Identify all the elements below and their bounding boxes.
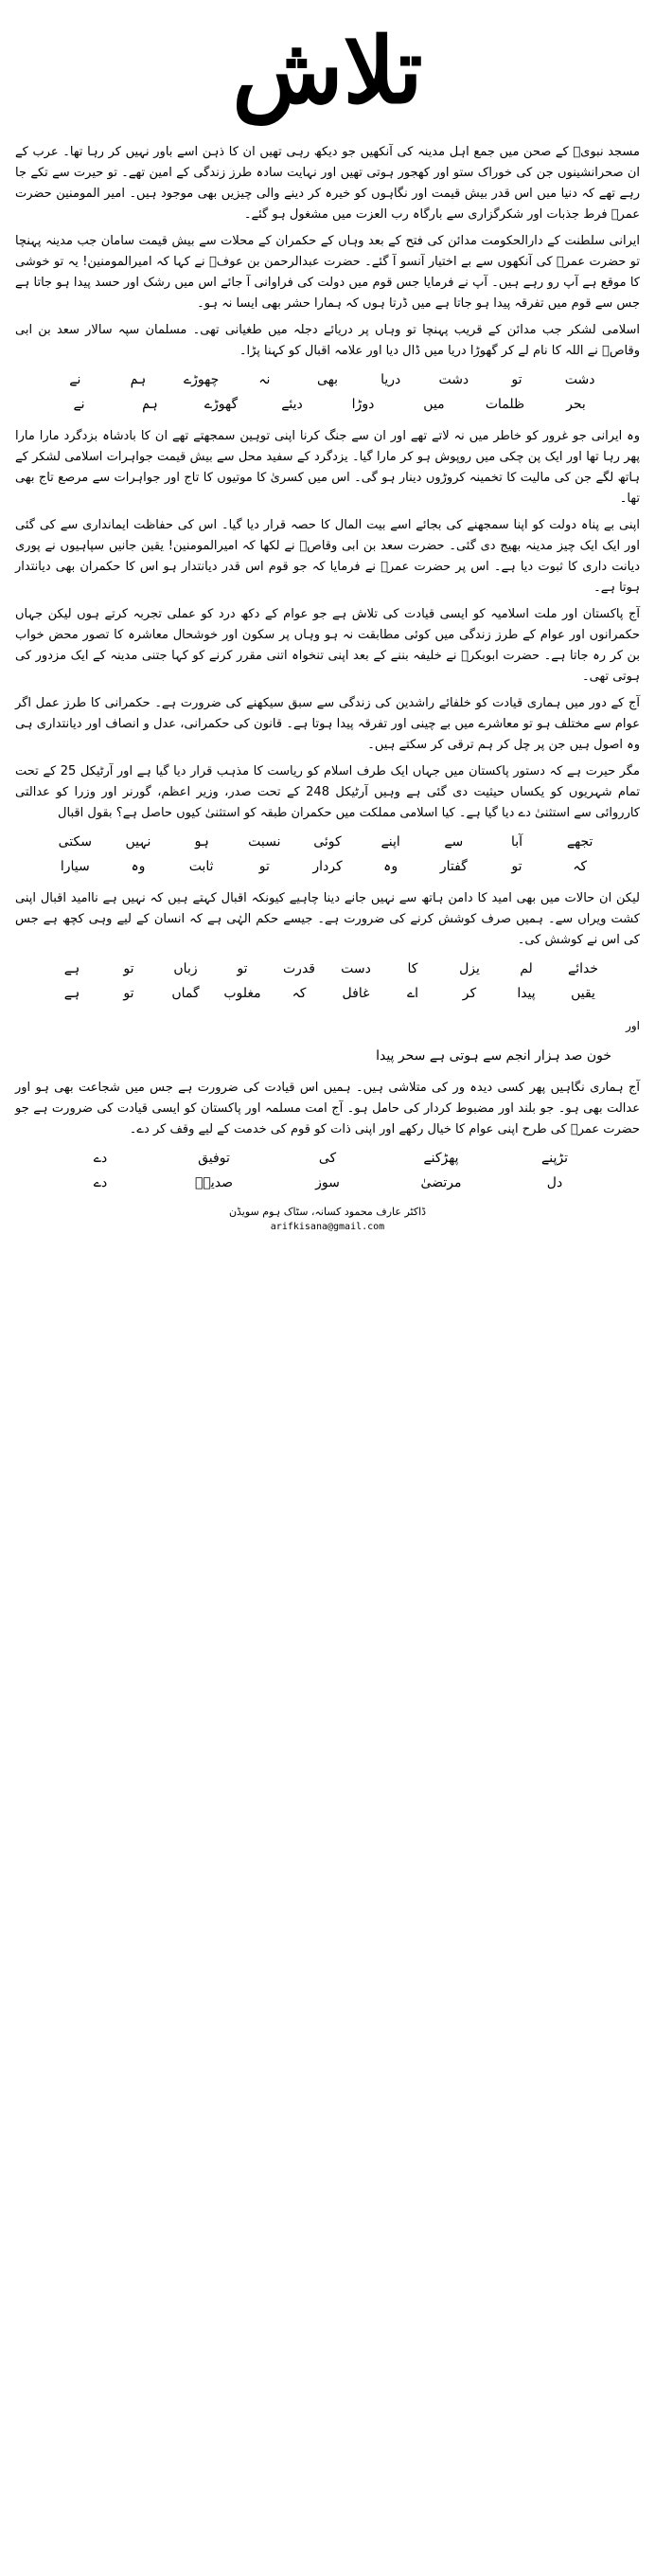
couplet-word: نہ bbox=[258, 372, 271, 387]
couplet-word: وہ bbox=[383, 859, 398, 874]
couplet-word: دریا bbox=[381, 372, 401, 387]
article-paragraph: اپنی بے پناہ دولت کو اپنا سمجھنے کی بجائے اسے بیت المال کا حصہ قرار دیا گیا۔ اس کی حفاظت ایمانداری سے کی گئی اور ایک ایک چیز مدینہ بھیج دی گئی۔ حضرت سعد بن ابی وقاصؓ نے لکھا کہ امیرالمومنین! یقین جانیں سپاہیوں نے پوری دیانت داری کا ثبوت دیا ہے۔ اس پر حضرت عمرؓ نے فرمایا کہ جو قوم اس قدر دیانتدار ہو اس کا حکمران بھی دیانتدار ہوتا ہے۔ bbox=[15, 518, 640, 595]
couplet-word: ہو bbox=[193, 834, 209, 850]
couplet-word: زباں bbox=[173, 961, 198, 976]
couplet-word: ثابت bbox=[188, 859, 214, 874]
couplet-word: بھی bbox=[316, 372, 338, 387]
article-paragraph: مسجد نبویؐ کے صحن میں جمع اہل مدینہ کی آنکھیں جو دیکھ رہی تھیں ان کا ذہن اسے باور نہیں کر رہا تھا۔ عرب کے ان صحرانشینوں جن کی خوراک ستو اور کھجور ہوتی تھیں اور نہایت سادہ طرز زندگی کے امین تھے۔ تو حیرت سے تکے جا رہے تھے کہ دنیا میں اس قدر بیش قیمت اور نگاہوں کو خیرہ کر دینے والی چیزیں بھی موجود ہیں۔ امیر المومنین حضرت عمرؓ فرط جذبات اور شکرگزاری سے بارگاہ رب العزت میں مشغول ہو گئے۔ bbox=[15, 145, 640, 222]
couplet-word: ہم bbox=[130, 372, 147, 387]
couplet-word: نے bbox=[69, 372, 81, 387]
couplet-word: تڑپنے bbox=[541, 1151, 568, 1166]
couplet-word: بحر bbox=[566, 397, 586, 412]
author-byline bbox=[15, 1205, 640, 1235]
couplet-word: یقیں bbox=[571, 986, 595, 1001]
couplet-word: ہے bbox=[63, 986, 80, 1001]
couplet-word: نہیں bbox=[125, 834, 151, 850]
couplet-line bbox=[44, 1146, 611, 1171]
couplet-word: گھوڑے bbox=[204, 397, 239, 412]
couplet-word: دیئے bbox=[281, 397, 303, 412]
couplet-word: خدائے bbox=[568, 961, 598, 976]
article-paragraph: آج پاکستان اور ملت اسلامیہ کو ایسی قیادت کی تلاش ہے جو عوام کے دکھ درد کو عملی تجربہ کرتے ہوں لیکن جہاں حکمرانوں اور عوام کے طرز زندگی میں کوئی مطابقت نہ ہو وہاں پر سکون اور خوشحال معاشرہ کا تصور محض خواب بن کر رہ جاتا ہے۔ حضرت ابوبکرؓ نے خلیفہ بننے کے بعد اپنی تنخواہ اتنی مقرر کرنے کو کہا جتنی مدینہ کے ایک مزدور کی ہوتی تھی۔ bbox=[15, 607, 640, 684]
couplet-line bbox=[44, 1171, 611, 1195]
couplet-word: سکتی bbox=[58, 834, 92, 850]
couplet-word: سیارا bbox=[60, 859, 90, 874]
couplet-word: مغلوب bbox=[223, 986, 261, 1001]
couplet-word: سے bbox=[444, 834, 464, 850]
couplet-word: ہم bbox=[142, 397, 158, 412]
couplet-word: ہے bbox=[63, 961, 80, 976]
couplet-word: اپنے bbox=[381, 834, 400, 850]
couplet-word: تو bbox=[123, 961, 134, 976]
couplet-word: چھوڑے bbox=[183, 372, 220, 387]
couplet-word: توفیق bbox=[198, 1151, 230, 1166]
couplet-word: اے bbox=[406, 986, 419, 1001]
couplet-word: غافل bbox=[342, 986, 370, 1001]
connector-text: اور bbox=[626, 1019, 640, 1032]
couplet-word: دشت bbox=[438, 372, 469, 387]
article-paragraph: ایرانی سلطنت کے دارالحکومت مدائن کی فتح کے بعد وہاں کے حکمران کے محلات سے بیش قیمت سامان جب مدینہ پہنچا تو حضرت عمرؓ کی آنکھوں سے بے اختیار آنسو آ گئے۔ حضرت عبدالرحمن بن عوفؓ نے کہا کہ امیرالمومنین! یہ تو خوشی کا موقع ہے آپ رو رہے ہیں۔ آپ نے فرمایا جس قوم میں دولت کی فراوانی آ جائے اس میں رشک اور حسد پیدا ہو جاتا ہے جس سے قوم میں تفرقہ پیدا ہو جاتا ہے میں ڈرتا ہوں کہ ہمارا حشر بھی ایسا نہ ہو۔ bbox=[15, 234, 640, 311]
poetry-couplet-1 bbox=[44, 367, 611, 417]
couplet-word: تو bbox=[511, 859, 522, 874]
couplet-word: قدرت bbox=[283, 961, 315, 976]
couplet-word: صدیقؓ bbox=[195, 1175, 233, 1190]
couplet-word: کہ bbox=[573, 859, 588, 874]
article-paragraph: مگر حیرت ہے کہ دستور پاکستان میں جہاں ایک طرف اسلام کو ریاست کا مذہب قرار دیا گیا ہے اور آرٹیکل 25 کے تحت تمام شہریوں کو یکساں حیثیت دی گئی ہے وہیں آرٹیکل 248 کے تحت صدر، وزیر اعظم، گورنر اور وزرا کو عدالتی کارروائی سے استثنیٰ دے دیا گیا ہے۔ کیا اسلامی مملکت میں حکمران طبقہ کو استثنیٰ کیوں حاصل ہے؟ بقول اقبال bbox=[15, 764, 640, 820]
couplet-word: تجھے bbox=[566, 834, 593, 850]
poetry-couplet-3 bbox=[44, 1146, 611, 1195]
couplet-word: گفتار bbox=[439, 859, 468, 874]
couplet-word: نے bbox=[73, 397, 85, 412]
couplet-word: آبا bbox=[510, 834, 523, 850]
couplet-word: تو bbox=[123, 986, 134, 1001]
couplet-word: دشت bbox=[564, 372, 595, 387]
couplet-word: تو bbox=[511, 372, 522, 387]
article-paragraph: آج کے دور میں ہماری قیادت کو خلفائے راشدین کی زندگی سے سبق سیکھنے کی ضرورت ہے۔ حکمرانی کا طرز عمل اگر عوام سے مختلف ہو تو معاشرے میں بے چینی اور تفرقہ پیدا ہوتا ہے۔ قانون کی حکمرانی، عدل و انصاف اور دیانتداری ہی وہ اصول ہیں جن پر چل کر ہم ترقی کر سکتے ہیں۔ bbox=[15, 696, 640, 752]
couplet-line bbox=[44, 957, 611, 981]
verse-line: خون صد ہزار انجم سے ہوتی ہے سحر پیدا bbox=[376, 1048, 611, 1064]
couplet-line bbox=[44, 830, 611, 854]
couplet-word: یزل bbox=[459, 961, 480, 976]
couplet-word: دے bbox=[93, 1175, 108, 1190]
couplet-word: نسبت bbox=[248, 834, 281, 850]
article-paragraph: آج ہماری نگاہیں پھر کسی دیدہ ور کی متلاشی ہیں۔ ہمیں اس قیادت کی ضرورت ہے جس میں شجاعت بھی ہو اور عدالت بھی ہو۔ جو بلند اور مضبوط کردار کی حامل ہو۔ آج امت مسلمہ اور پاکستان کو ایسی قیادت کی ضرورت ہے جو حضرت عمرؓ کی طرح اپنی عوام کا خیال رکھے اور اپنی ذات کو قوم کی خدمت کے لیے وقف کر دے۔ bbox=[15, 1081, 640, 1136]
couplet-word: کوئی bbox=[313, 834, 342, 850]
couplet-word: گماں bbox=[171, 986, 200, 1001]
couplet-line bbox=[44, 854, 611, 879]
couplet-word: کر bbox=[462, 986, 477, 1001]
author-name: ڈاکٹر عارف محمود کسانہ، سٹاک ہوم سویڈن bbox=[228, 1206, 427, 1218]
article-title: تلاش bbox=[232, 17, 423, 124]
iqbal-couplet bbox=[44, 830, 611, 879]
poetry-couplet-2 bbox=[44, 957, 611, 1006]
couplet-word: کہ bbox=[292, 986, 307, 1001]
couplet-word: کی bbox=[318, 1151, 337, 1166]
couplet-word: کردار bbox=[312, 859, 343, 874]
couplet-word: تو bbox=[237, 961, 248, 976]
article-paragraph: لیکن ان حالات میں بھی امید کا دامن ہاتھ سے نہیں جانے دینا چاہیے کیونکہ اقبال کہتے ہیں کہ نہیں ہے ناامید اقبال اپنی کشت ویراں سے۔ ہمیں صرف کوشش کرنے کی ضرورت ہے۔ جیسے حکم الہٰی ہے کہ انسان کے لیے وہی کچھ ہے جس کی اس نے کوشش کی۔ bbox=[15, 891, 640, 947]
couplet-word: دوڑا bbox=[351, 397, 375, 412]
author-email: arifkisana@gmail.com bbox=[270, 1222, 385, 1232]
article-paragraph: وہ ایرانی جو غرور کو خاطر میں نہ لاتے تھے اور ان سے جنگ کرنا اپنی توہین سمجھتے تھے ان کا بادشاہ بزدگرد مارا مارا پھر رہا تھا اور ایک پن چکی میں روپوش ہو کر مارا گیا۔ یزدگرد کے سفید محل سے بیش قیمت جواہرات اسلامی لشکر کے ہاتھ لگے جن کی مالیت کا تخمینہ کروڑوں دینار ہو گی۔ اس میں کسریٰ کا موتیوں کا تاج اور جواہرات سے مرصع تاج بھی تھا۔ bbox=[15, 429, 640, 506]
couplet-word: لم bbox=[520, 961, 533, 976]
couplet-word: دے bbox=[93, 1151, 108, 1166]
couplet-line bbox=[44, 367, 611, 392]
couplet-word: وہ bbox=[131, 859, 146, 874]
couplet-line bbox=[44, 981, 611, 1006]
couplet-word: میں bbox=[423, 397, 445, 412]
couplet-word: کا bbox=[407, 961, 418, 976]
couplet-word: پھڑکنے bbox=[423, 1151, 459, 1166]
couplet-word: دست bbox=[341, 961, 371, 976]
couplet-word: مرتضیٰ bbox=[420, 1175, 462, 1190]
couplet-word: پیدا bbox=[517, 986, 536, 1001]
couplet-word: تو bbox=[258, 859, 270, 874]
masthead bbox=[15, 0, 640, 142]
article-paragraph: اسلامی لشکر جب مدائن کے قریب پہنچا تو وہاں پر دریائے دجلہ میں طغیانی تھی۔ مسلمان سپہ سالار سعد بن ابی وقاصؓ نے اللہ کا نام لے کر گھوڑا دریا میں ڈال دیا اور علامہ اقبال کو کہنا پڑا۔ bbox=[15, 323, 640, 358]
couplet-word: سوز bbox=[315, 1175, 340, 1190]
couplet-line bbox=[44, 392, 611, 417]
couplet-word: ظلمات bbox=[485, 397, 525, 412]
couplet-word: دل bbox=[546, 1175, 563, 1190]
